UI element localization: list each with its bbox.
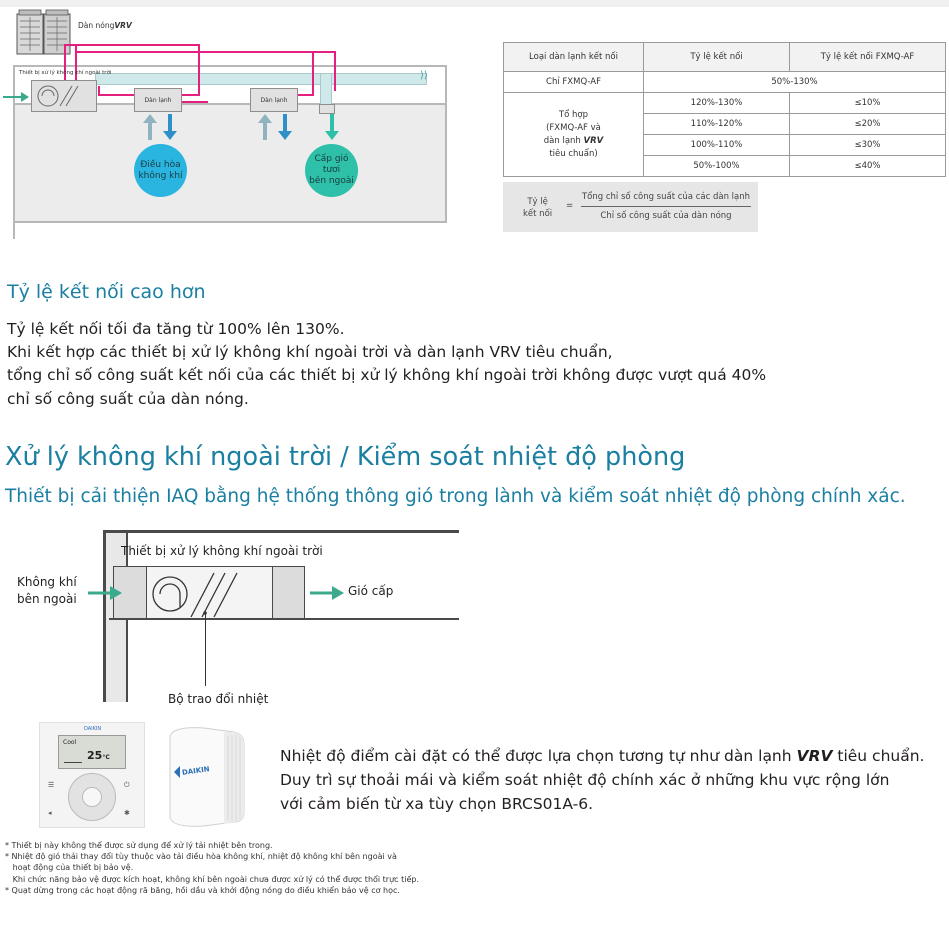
oau-unit	[113, 566, 305, 620]
airflow-arrows-icon	[257, 114, 293, 144]
supply-air-label: Gió cấp	[348, 584, 394, 598]
remote-sensor-image: DAIKIN	[164, 722, 248, 830]
supply-air-arrow-icon	[310, 585, 344, 604]
table-cell: ≤10%	[790, 93, 946, 114]
table-cell: ≤20%	[790, 114, 946, 135]
duct-outlet	[319, 104, 335, 114]
ratio-formula: Tỷ lệ kết nối = Tổng chỉ số công suất của các dàn lạnh Chỉ số công suất của dàn nóng	[503, 182, 758, 232]
table-header: Tỷ lệ kết nối FXMQ-AF	[790, 43, 946, 72]
fan-icon: ✱	[124, 809, 130, 817]
airflow-end-icon: ⟩⟩	[420, 70, 428, 81]
top-bar	[0, 0, 949, 7]
table-cell: 50%-100%	[644, 156, 790, 177]
section-paragraph: Tỷ lệ kết nối tối đa tăng từ 100% lên 130%. Khi kết hợp các thiết bị xử lý không khí ngoài trời và dàn lạnh VRV tiêu chuẩn, tổng chỉ số công suất kết nối của các thiết bị xử lý không khí ngoài trời không được vượt quá 40% chỉ số công suất của dàn nóng.	[7, 320, 767, 408]
oau-label: Thiết bị xử lý không khí ngoài trời	[121, 544, 323, 558]
outside-air-label: Không khí bên ngoài	[17, 575, 77, 606]
menu-icon: ☰	[48, 781, 55, 789]
table-header: Loại dàn lạnh kết nối	[504, 43, 644, 72]
airflow-arrows-icon	[142, 114, 178, 144]
footnote: Khi chức năng bảo vệ được kích hoạt, không khí bên ngoài chưa được xử lý có thể được thổi trực tiếp.	[5, 874, 420, 884]
page-title: Xử lý không khí ngoài trời / Kiểm soát nhiệt độ phòng	[5, 442, 686, 472]
footnotes	[5, 840, 419, 896]
connection-ratio-table	[503, 42, 946, 177]
remote-dial	[68, 773, 116, 821]
supply-duct	[95, 73, 427, 85]
oau-label: Thiết bị xử lý không khí ngoài trời	[19, 70, 112, 76]
footnote: hoạt động của thiết bị bảo vệ.	[5, 863, 134, 873]
back-icon: ◂	[48, 809, 52, 817]
footnote: * Quạt dừng trong các hoạt động rã băng, hồi dầu và khởi động nóng do điều khiển bảo vệ cơ học.	[5, 885, 400, 895]
table-cell: 120%-130%	[644, 93, 790, 114]
oau-unit	[31, 80, 97, 112]
power-icon: ⏻	[124, 781, 130, 789]
air-conditioning-circle: Điều hòa không khí	[134, 144, 187, 197]
heat-exchanger-label: Bộ trao đổi nhiệt	[168, 692, 269, 706]
table-row-label: Chỉ FXMQ-AF	[504, 72, 644, 93]
fresh-air-circle: Cấp gió tươi bên ngoài	[305, 144, 358, 197]
remote-screen: Cool 25°C	[58, 735, 126, 769]
outside-air-arrow-icon	[88, 585, 122, 604]
section-heading: Tỷ lệ kết nối cao hơn	[7, 281, 206, 303]
room-space	[13, 103, 447, 223]
table-cell: ≤30%	[790, 135, 946, 156]
indoor-unit-2: Dàn lạnh	[250, 88, 298, 112]
table-cell: 50%-130%	[644, 72, 946, 93]
table-cell: 100%-110%	[644, 135, 790, 156]
table-row-label: Tổ hợp (FXMQ-AF và dàn lạnh VRV tiêu chuẩn)	[504, 93, 644, 177]
outdoor-unit-label: Dàn nóngVRV	[78, 21, 132, 30]
page-subtitle: Thiết bị cải thiện IAQ bằng hệ thống thông gió trong lành và kiểm soát nhiệt độ phòng chính xác.	[5, 486, 906, 507]
table-cell: 110%-120%	[644, 114, 790, 135]
indoor-unit-1: Dàn lạnh	[134, 88, 182, 112]
footnote: * Nhiệt độ gió thải thay đổi tùy thuộc vào tải điều hòa không khí, nhiệt độ không khí bên ngoài và	[5, 852, 397, 862]
remote-controller-image: DAIKIN Cool 25°C ☰ ⏻ ◂ ✱	[39, 722, 145, 828]
footnote: * Thiết bị này không thể được sử dụng để xử lý tải nhiệt bên trong.	[5, 841, 273, 850]
table-header: Tỷ lệ kết nối	[644, 43, 790, 72]
table-cell: ≤40%	[790, 156, 946, 177]
remote-description: Nhiệt độ điểm cài đặt có thể được lựa chọn tương tự như dàn lạnh VRV tiêu chuẩn. Duy trì sự thoải mái và kiểm soát nhiệt độ chính xác ở những khu vực rộng lớn với cảm biến từ xa tùy chọn BRCS01A-6.	[280, 747, 925, 813]
fresh-air-arrow-icon	[325, 114, 339, 144]
outside-air-arrow-icon	[3, 88, 29, 107]
